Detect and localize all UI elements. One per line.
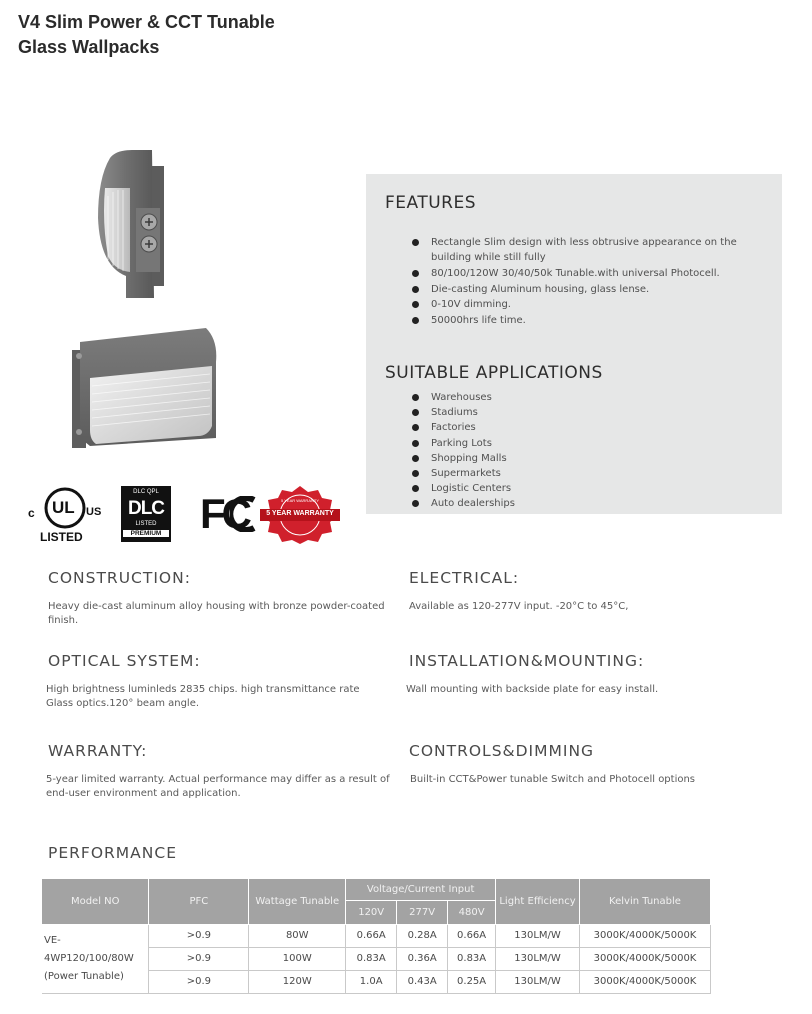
fcc-c-icon [230,496,256,532]
header-120v: 120V [346,900,397,924]
wattage-cell: 120W [249,970,346,993]
header-480v: 480V [448,900,496,924]
current-480v-cell: 0.83A [448,947,496,970]
controls-text: Built-in CCT&Power tunable Switch and Photocell options [410,774,696,785]
header-voltage: Voltage/Current Input [346,879,496,900]
warranty-text [46,773,406,801]
performance-heading: PERFORMANCE [48,844,177,862]
electrical-text: Available as 120-277V input. -20°C to 45°C, [409,601,629,612]
feature-item: Die-casting Aluminum housing, glass lense. [412,282,742,297]
model-line-1: VE-4WP120/100/80W [44,934,134,964]
dlc-top-text: DLC QPL [133,489,159,495]
table-row [42,924,711,947]
kelvin-cell: 3000K/4000K/5000K [579,924,710,947]
header-model: Model NO [42,879,149,924]
application-item: Parking Lots [412,436,712,451]
wattage-cell: 100W [249,947,346,970]
electrical-heading: ELECTRICAL: [409,569,520,587]
pfc-cell: >0.9 [149,947,249,970]
header-pfc: PFC [149,879,249,924]
current-120v-cell: 0.83A [346,947,397,970]
ul-us-text: US [86,506,102,518]
page-title [18,10,338,60]
dlc-listed-text: LISTED [135,521,157,527]
performance-table [42,879,711,994]
fcc-text: FC [200,490,248,537]
feature-item: Rectangle Slim design with less obtrusive appearance on the building while still fully [412,235,742,265]
optical-text [46,683,406,711]
header-wattage: Wattage Tunable [249,879,346,924]
current-120v-cell: 1.0A [346,970,397,993]
efficiency-cell: 130LM/W [496,947,580,970]
pfc-cell: >0.9 [149,924,249,947]
efficiency-cell: 130LM/W [496,924,580,947]
application-item: Factories [412,420,712,435]
optical-text-line-1: High brightness luminleds 2835 chips. high transmittance rate [46,684,360,695]
current-277v-cell: 0.43A [397,970,448,993]
feature-item: 0-10V dimming. [412,297,742,312]
model-cell [42,924,149,993]
ul-text: UL [52,498,75,517]
features-list [412,235,742,329]
controls-heading: CONTROLS&DIMMING [409,742,595,760]
header-efficiency: Light Efficiency [496,879,580,924]
model-line-2: (Power Tunable) [44,970,124,982]
ul-listed-logo [28,486,104,546]
application-item: Logistic Centers [412,481,712,496]
current-480v-cell: 0.25A [448,970,496,993]
application-item: Stadiums [412,405,712,420]
kelvin-cell: 3000K/4000K/5000K [579,970,710,993]
optical-heading: OPTICAL SYSTEM: [48,652,201,670]
ul-listed-text: LISTED [40,530,83,544]
dlc-premium-text: PREMIUM [123,530,169,537]
feature-item: 80/100/120W 30/40/50k Tunable.with universal Photocell. [412,266,742,281]
efficiency-cell: 130LM/W [496,970,580,993]
ul-c-text: c [28,506,35,520]
installation-heading: INSTALLATION&MOUNTING: [409,652,645,670]
application-item: Warehouses [412,390,712,405]
current-277v-cell: 0.36A [397,947,448,970]
warranty-text-line-2: end-user environment and application. [46,788,241,799]
dlc-premium-logo [121,486,171,542]
feature-item: 50000hrs life time. [412,313,742,328]
application-item: Supermarkets [412,466,712,481]
title-line-1: V4 Slim Power & CCT Tunable [18,12,275,32]
dlc-main-text: DLC [127,498,165,519]
features-heading: FEATURES [385,193,477,213]
warranty-text-line-1: 5-year limited warranty. Actual performance may differ as a result of [46,774,390,785]
features-panel [366,174,782,514]
kelvin-cell: 3000K/4000K/5000K [579,947,710,970]
header-277v: 277V [397,900,448,924]
warranty-heading: WARRANTY: [48,742,148,760]
warranty-badge-logo [260,486,340,544]
applications-heading: SUITABLE APPLICATIONS [385,363,603,383]
current-480v-cell: 0.66A [448,924,496,947]
current-120v-cell: 0.66A [346,924,397,947]
installation-text: Wall mounting with backside plate for easy install. [406,684,659,695]
application-item: Shopping Malls [412,451,712,466]
application-item: Auto dealerships [412,496,712,511]
title-line-2: Glass Wallpacks [18,37,160,57]
wattage-cell: 80W [249,924,346,947]
current-277v-cell: 0.28A [397,924,448,947]
applications-list [412,390,712,512]
wallpack-front-view-image [66,322,226,452]
wallpack-side-view-image [92,148,172,303]
optical-text-line-2: Glass optics.120° beam angle. [46,698,200,709]
fcc-logo [200,490,256,538]
header-kelvin: Kelvin Tunable [579,879,710,924]
construction-text: Heavy die-cast aluminum alloy housing with bronze powder-coated finish. [48,601,385,626]
construction-heading: CONSTRUCTION: [48,569,191,587]
warranty-badge-text: 5 YEAR WARRANTY [266,510,334,517]
pfc-cell: >0.9 [149,970,249,993]
warranty-badge-small-text: 5 YEAR WARRANTY [280,498,319,503]
